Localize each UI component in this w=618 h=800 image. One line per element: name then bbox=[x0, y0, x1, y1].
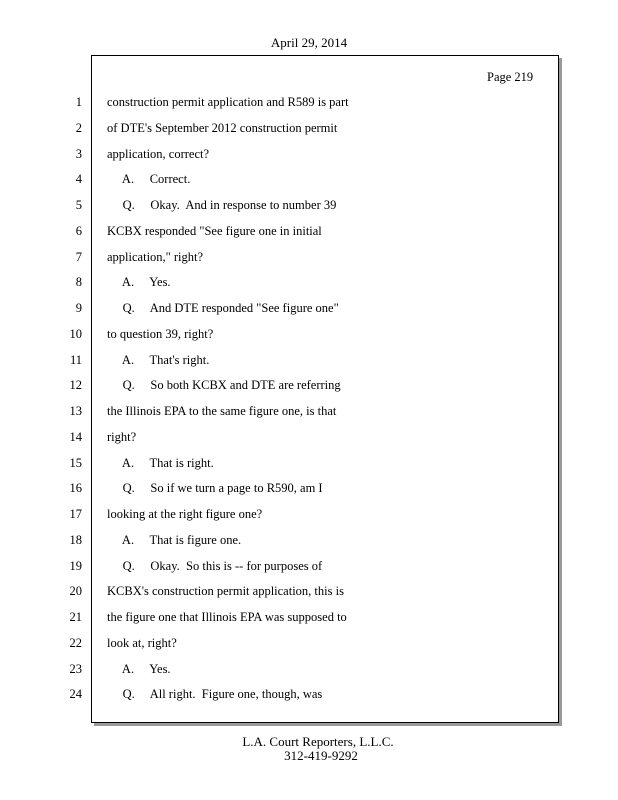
line-text: the figure one that Illinois EPA was supposed to bbox=[107, 610, 347, 624]
line-number: 12 bbox=[69, 378, 82, 392]
line-text: Q. So both KCBX and DTE are referring bbox=[107, 378, 341, 392]
line-text: A. Yes. bbox=[107, 662, 171, 676]
line-number: 11 bbox=[69, 353, 82, 367]
line-number: 5 bbox=[75, 198, 82, 212]
line-number: 8 bbox=[75, 275, 82, 289]
line-text: A. Correct. bbox=[107, 172, 191, 186]
line-text: looking at the right figure one? bbox=[107, 507, 263, 521]
line-number: 16 bbox=[69, 481, 82, 495]
line-text: A. That is figure one. bbox=[107, 533, 242, 547]
line-text: Q. And DTE responded "See figure one" bbox=[107, 301, 339, 315]
line-text: A. That is right. bbox=[107, 456, 214, 470]
header-date: April 29, 2014 bbox=[270, 35, 348, 50]
line-number: 13 bbox=[69, 404, 82, 418]
line-text: to question 39, right? bbox=[107, 327, 214, 341]
line-text: the Illinois EPA to the same figure one, is that bbox=[107, 404, 337, 418]
line-number: 18 bbox=[69, 533, 82, 547]
line-number: 23 bbox=[69, 662, 82, 676]
line-text: of DTE's September 2012 construction permit bbox=[107, 121, 338, 135]
line-text: KCBX responded "See figure one in initial bbox=[107, 224, 322, 238]
line-number: 19 bbox=[69, 559, 82, 573]
line-number: 10 bbox=[69, 327, 82, 341]
line-number: 14 bbox=[69, 430, 82, 444]
line-number: 3 bbox=[75, 147, 82, 161]
line-number: 7 bbox=[75, 250, 82, 264]
page-number: Page 219 bbox=[487, 70, 534, 84]
line-text: construction permit application and R589 is part bbox=[107, 95, 349, 109]
footer-company: L.A. Court Reporters, L.L.C. bbox=[242, 734, 394, 749]
line-text: Q. All right. Figure one, though, was bbox=[107, 687, 323, 701]
line-text: look at, right? bbox=[107, 636, 177, 650]
line-number: 1 bbox=[75, 95, 82, 109]
line-number: 21 bbox=[69, 610, 82, 624]
line-text: KCBX's construction permit application, this is bbox=[107, 584, 344, 598]
line-number: 4 bbox=[75, 172, 82, 186]
line-text: Q. So if we turn a page to R590, am I bbox=[107, 481, 323, 495]
line-text: Q. Okay. And in response to number 39 bbox=[107, 198, 337, 212]
footer-phone: 312-419-9292 bbox=[284, 748, 358, 763]
line-text: application, correct? bbox=[107, 147, 210, 161]
line-text: A. That's right. bbox=[107, 353, 210, 367]
line-number: 6 bbox=[75, 224, 82, 238]
line-number: 2 bbox=[75, 121, 82, 135]
line-number: 15 bbox=[69, 456, 82, 470]
line-text: A. Yes. bbox=[107, 275, 171, 289]
line-number: 17 bbox=[69, 507, 82, 521]
line-text: Q. Okay. So this is -- for purposes of bbox=[107, 559, 323, 573]
line-number: 20 bbox=[69, 584, 82, 598]
line-number: 9 bbox=[75, 301, 82, 315]
line-number: 22 bbox=[69, 636, 82, 650]
line-text: right? bbox=[107, 430, 137, 444]
line-number: 24 bbox=[69, 687, 82, 701]
line-text: application," right? bbox=[107, 250, 204, 264]
